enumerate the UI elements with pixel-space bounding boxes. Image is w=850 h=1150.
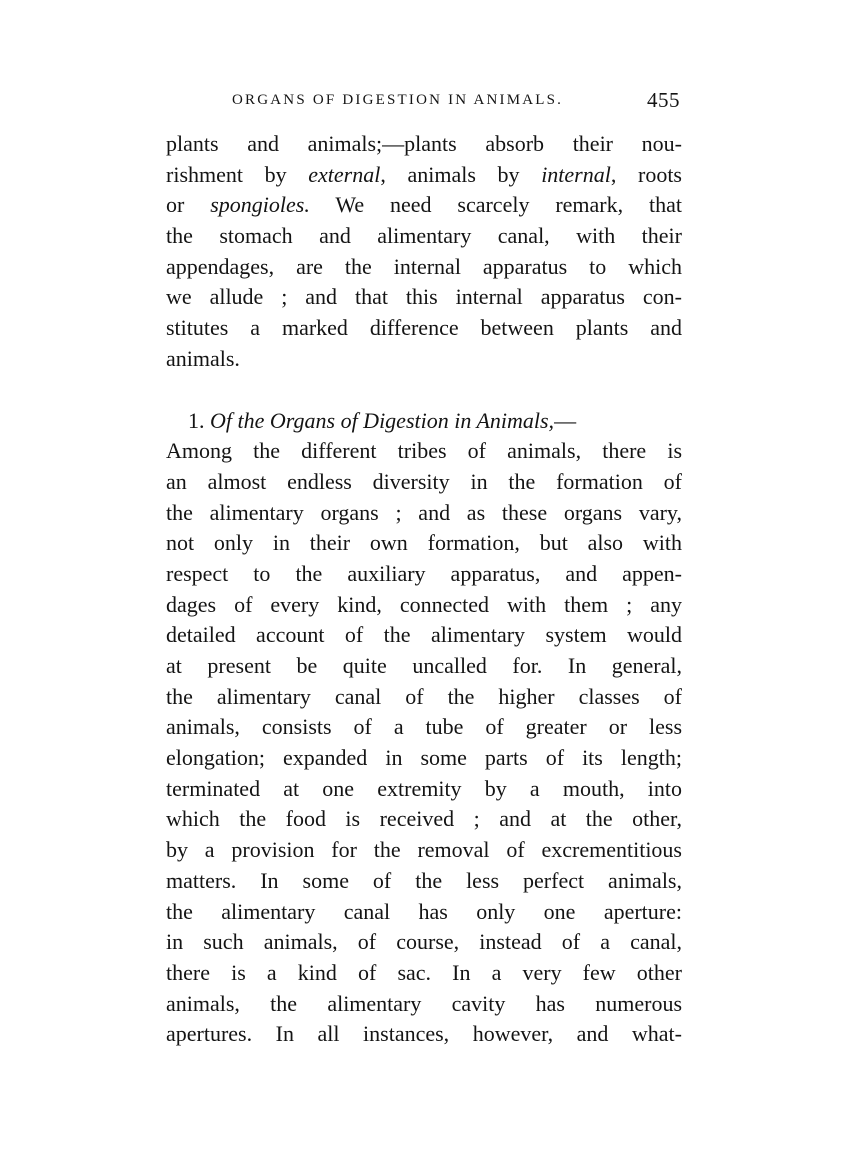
text-line: the alimentary canal of the higher classes of (166, 683, 682, 709)
text-line: appendages, are the internal apparatus to which (166, 253, 682, 279)
text-run: , animals by (380, 161, 542, 187)
text-line: at present be quite uncalled for. In general, (166, 653, 682, 678)
running-title: ORGANS OF DIGESTION IN ANIMALS. (232, 92, 564, 108)
page-number: 455 (647, 88, 680, 112)
text-line: by a provision for the removal of excrementitious (166, 837, 682, 863)
text-line: terminated at one extremity by a mouth, into (166, 775, 682, 801)
section-heading: Of the Organs of Digestion in Animals, (210, 407, 555, 433)
text-run: rishment by (166, 161, 309, 187)
text-line: plants and animals;—plants absorb their nou- (166, 131, 682, 156)
paragraph (166, 406, 682, 1050)
text-run: or (166, 192, 211, 218)
text-line: animals, consists of a tube of greater or less (166, 714, 682, 740)
section-number: 1. (188, 407, 210, 433)
italic-term: internal (541, 161, 611, 187)
text-line: not only in their own formation, but also with (166, 530, 682, 556)
paragraph (166, 129, 682, 375)
text-line: stitutes a marked difference between plants and (166, 315, 682, 341)
text-line: the alimentary organs ; and as these organs vary, (166, 499, 682, 525)
section-heading-line (166, 406, 682, 437)
text-run: , roots (610, 161, 682, 187)
text-line: matters. In some of the less perfect animals, (166, 867, 682, 893)
text-run: — (554, 407, 577, 433)
text-line (166, 160, 682, 191)
text-run: We need scarcely remark, that (309, 192, 682, 218)
italic-term: spongioles. (210, 192, 310, 218)
italic-term: external (308, 161, 381, 187)
text-line: in such animals, of course, instead of a canal, (166, 929, 682, 955)
paragraph-gap (166, 375, 682, 406)
text-line: animals, the alimentary cavity has numerous (166, 990, 682, 1016)
text-line: we allude ; and that this internal apparatus con- (166, 284, 682, 310)
text-line: detailed account of the alimentary system would (166, 622, 682, 648)
text-line: respect to the auxiliary apparatus, and appen- (166, 560, 682, 586)
text-line: animals. (166, 345, 240, 371)
text-line: the stomach and alimentary canal, with their (166, 223, 682, 249)
text-line (166, 190, 682, 221)
text-line: the alimentary canal has only one aperture: (166, 898, 682, 924)
text-line: an almost endless diversity in the formation of (166, 468, 682, 494)
text-line: apertures. In all instances, however, and what- (166, 1021, 682, 1047)
text-line: Among the different tribes of animals, there is (166, 438, 682, 464)
text-line: elongation; expanded in some parts of its length; (166, 745, 682, 771)
text-line: which the food is received ; and at the other, (166, 806, 682, 832)
text-line: there is a kind of sac. In a very few other (166, 959, 682, 985)
text-line: dages of every kind, connected with them ; any (166, 591, 682, 617)
running-head (166, 88, 682, 116)
body-text (166, 129, 682, 1050)
